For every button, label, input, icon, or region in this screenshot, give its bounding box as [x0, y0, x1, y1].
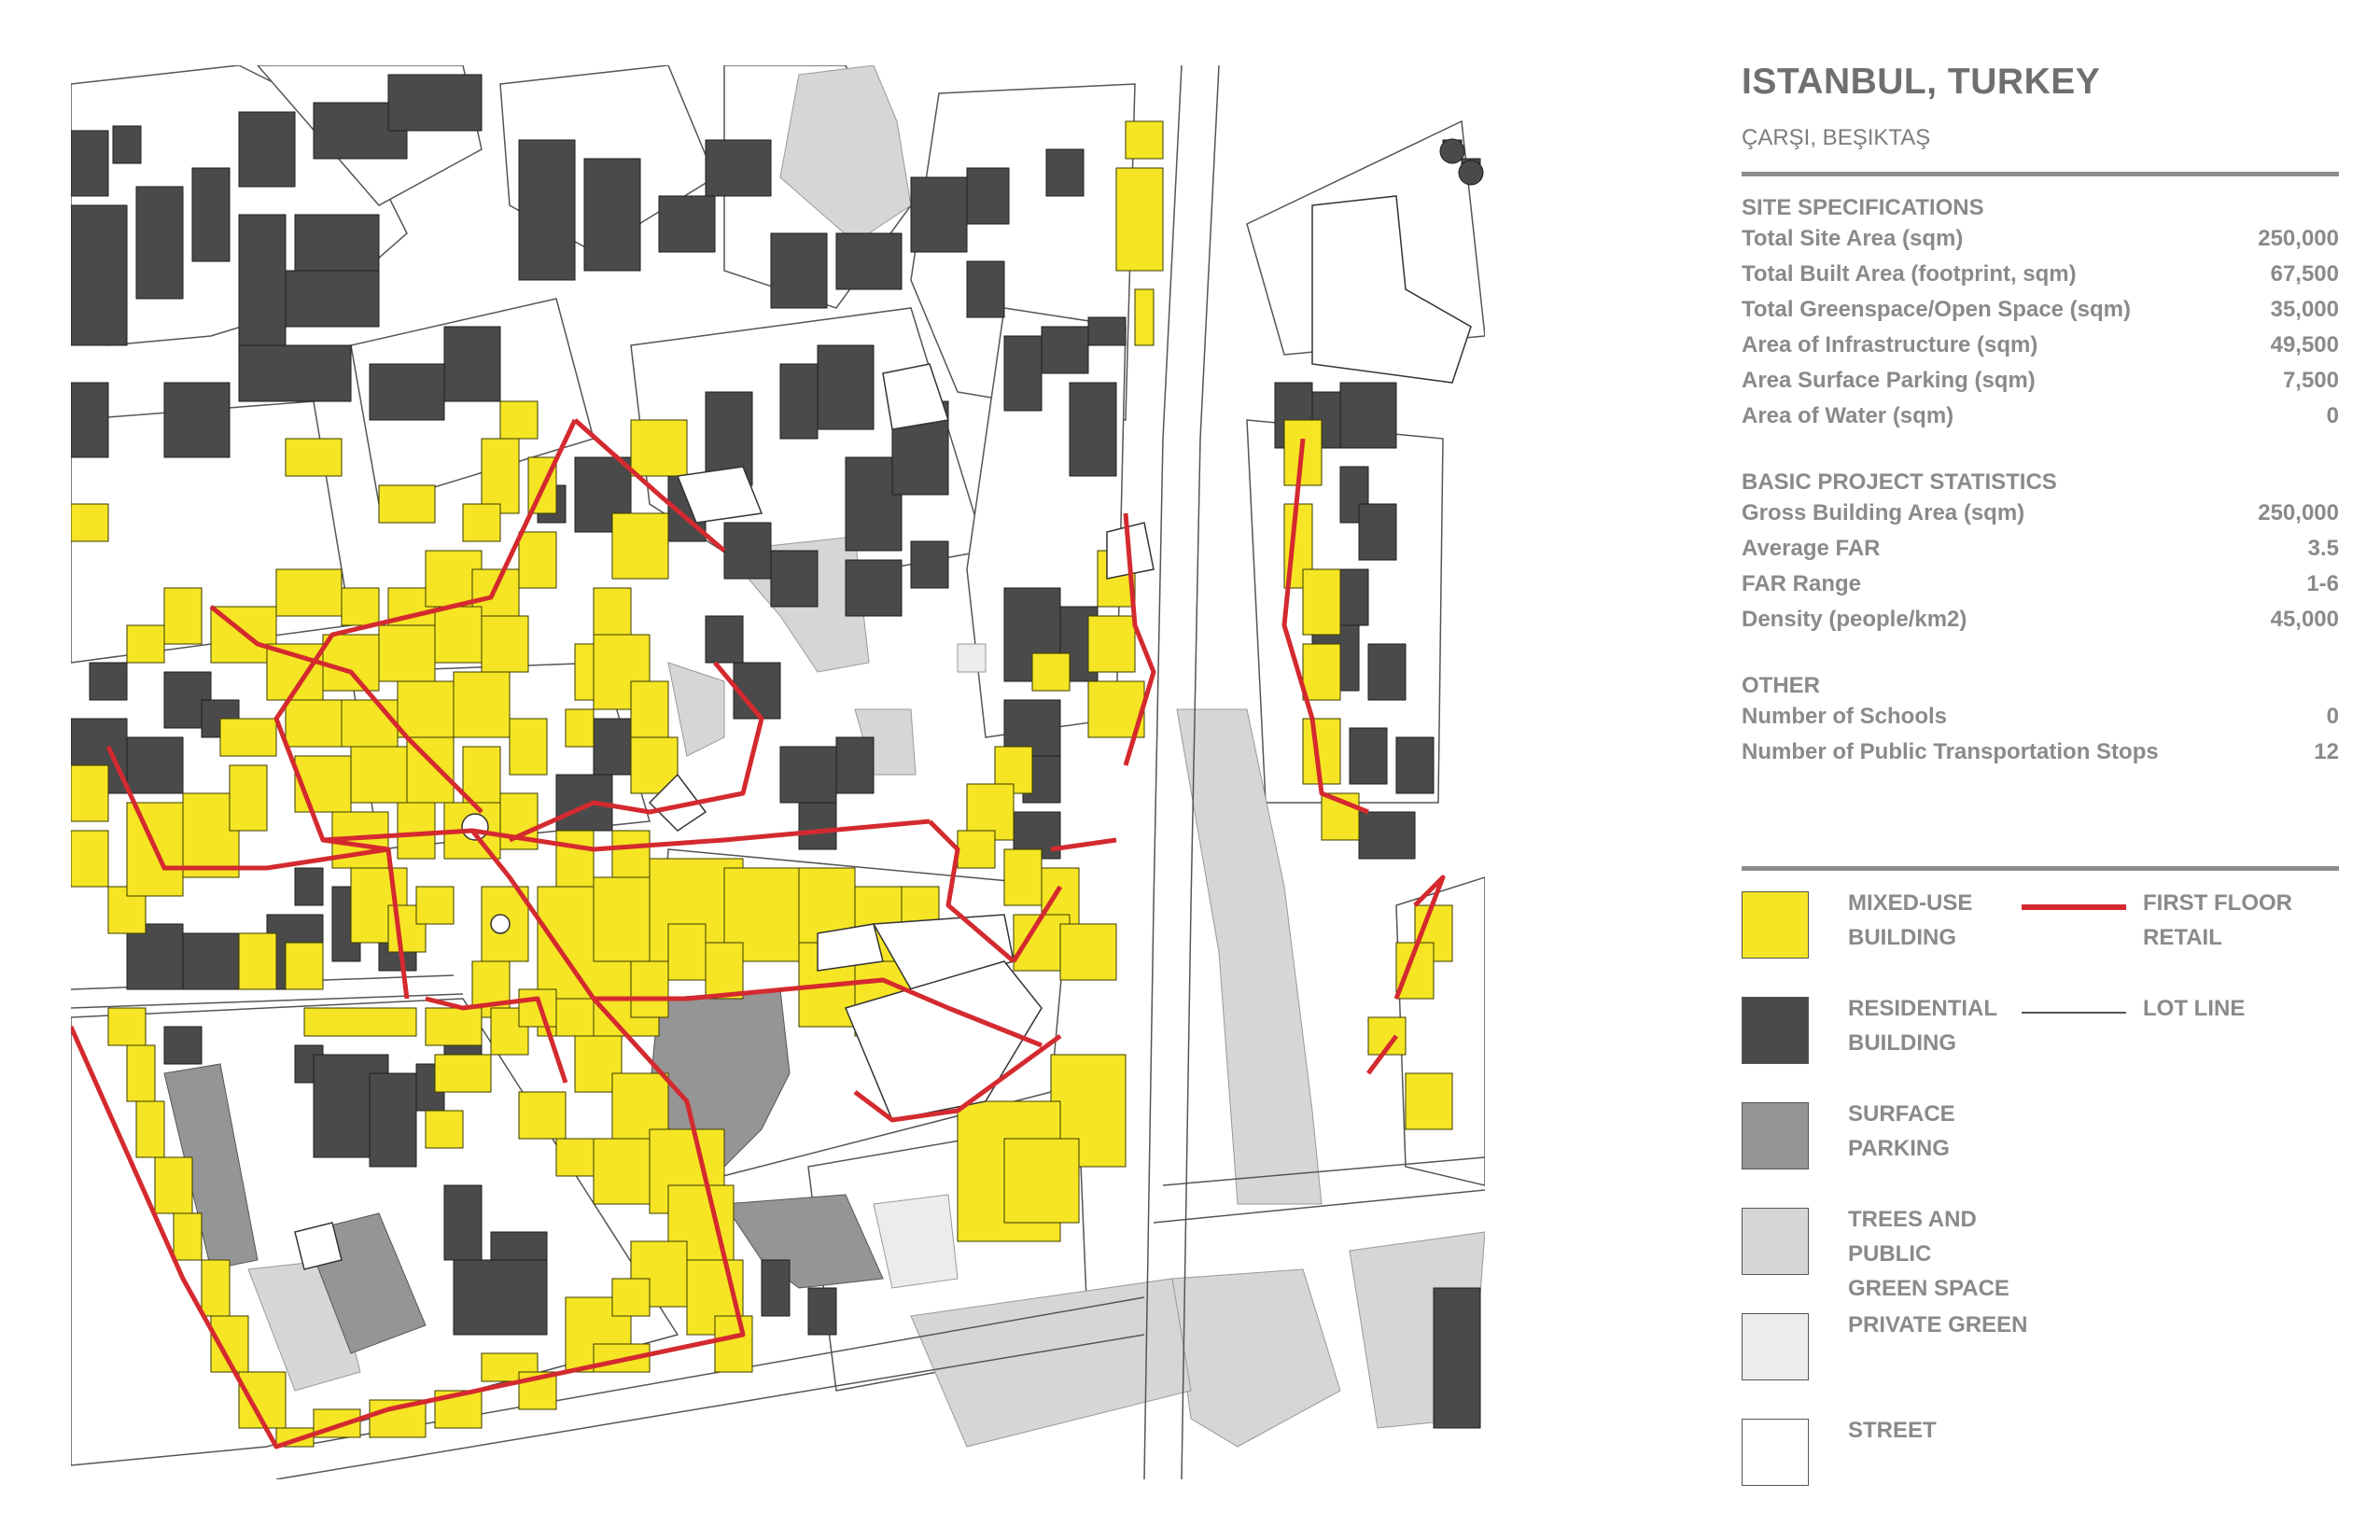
stat-label: Average FAR [1742, 536, 1881, 561]
legend-line: STREET [1848, 1418, 1937, 1443]
legend-line: TREES AND PUBLIC [1848, 1207, 1977, 1267]
other-heading: OTHER [1742, 673, 1820, 698]
legend-lot-line [2022, 997, 2245, 1026]
legend-first-floor-retail [2022, 891, 2292, 955]
stat-value: 12 [2314, 739, 2339, 764]
stat-value: 67,500 [2270, 261, 2339, 287]
page-title: ISTANBUL, TURKEY [1742, 62, 2101, 102]
stat-row [1742, 496, 2339, 531]
site-plan-drawing [71, 65, 1485, 1479]
stat-value: 250,000 [2258, 226, 2339, 251]
stat-row [1742, 221, 2339, 257]
legend-label [2143, 886, 2292, 955]
legend-label [1848, 1308, 2063, 1342]
street-swatch [1742, 1419, 1809, 1486]
page-subtitle: ÇARŞI, BEŞIKTAŞ [1742, 125, 1931, 150]
legend-line: BUILDING [1848, 925, 1956, 950]
stat-value: 1-6 [2306, 571, 2339, 596]
lot-line-key [2022, 1008, 2126, 1017]
stat-value: 3.5 [2307, 536, 2339, 561]
stat-value: 35,000 [2270, 297, 2339, 322]
private-green-swatch [1742, 1313, 1809, 1380]
stat-label: Total Site Area (sqm) [1742, 226, 1964, 251]
basic-project-statistics-table [1742, 496, 2339, 637]
map-legend [1742, 866, 2339, 1443]
info-panel [1742, 62, 2339, 770]
stat-row [1742, 363, 2339, 399]
stat-label: Number of Public Transportation Stops [1742, 739, 2159, 764]
stat-label: Total Greenspace/Open Space (sqm) [1742, 297, 2132, 322]
stat-label: Area of Infrastructure (sqm) [1742, 332, 2038, 357]
residential-swatch [1742, 997, 1809, 1064]
stat-label: Gross Building Area (sqm) [1742, 500, 2025, 525]
stat-value: 0 [2326, 704, 2339, 729]
stat-label: Area Surface Parking (sqm) [1742, 368, 2036, 393]
stat-value: 45,000 [2270, 607, 2339, 632]
legend-divider [1742, 866, 2339, 871]
legend-label [1848, 1413, 2063, 1448]
legend-label [1848, 1097, 2063, 1166]
stat-row [1742, 602, 2339, 637]
stat-label: Number of Schools [1742, 704, 1948, 729]
divider [1742, 172, 2339, 176]
legend-surface-parking [1742, 1102, 2063, 1169]
stat-value: 0 [2326, 403, 2339, 428]
stat-row [1742, 735, 2339, 770]
stat-label: Density (people/km2) [1742, 607, 1967, 632]
mixed-use-swatch [1742, 891, 1809, 959]
stat-label: Total Built Area (footprint, sqm) [1742, 261, 2077, 287]
stat-row [1742, 567, 2339, 602]
stat-value: 49,500 [2270, 332, 2339, 357]
legend-label [2143, 991, 2245, 1026]
legend-line: GREEN SPACE [1848, 1276, 2009, 1301]
kiosk-dot-2 [1459, 161, 1483, 185]
legend-line: BUILDING [1848, 1030, 1956, 1056]
surface-parking-swatch [1742, 1102, 1809, 1169]
legend-trees-green [1742, 1208, 2063, 1306]
stat-row [1742, 292, 2339, 328]
legend-line: LOT LINE [2143, 996, 2246, 1021]
legend-mixed-use [1742, 891, 2063, 959]
kiosk-dot-1 [1440, 139, 1464, 163]
stat-value: 7,500 [2282, 368, 2339, 393]
site-map [71, 65, 1485, 1479]
stat-label: Area of Water (sqm) [1742, 403, 1954, 428]
legend-private-green [1742, 1313, 2063, 1380]
stat-value: 250,000 [2258, 500, 2339, 525]
legend-line: MIXED-USE [1848, 890, 1973, 916]
site-specifications-heading: SITE SPECIFICATIONS [1742, 195, 1984, 220]
stat-label: FAR Range [1742, 571, 1862, 596]
legend-line: SURFACE PARKING [1848, 1101, 1955, 1161]
legend-residential [1742, 997, 2063, 1064]
legend-line: FIRST FLOOR [2143, 890, 2292, 916]
trees-green-swatch [1742, 1208, 1809, 1275]
site-specifications-table [1742, 221, 2339, 434]
legend-street [1742, 1419, 2063, 1486]
legend-line: PRIVATE GREEN [1848, 1312, 2028, 1337]
stat-row [1742, 699, 2339, 735]
legend-label [1848, 1202, 2063, 1306]
stat-row [1742, 531, 2339, 567]
stat-row [1742, 399, 2339, 434]
legend-line: RETAIL [2143, 925, 2222, 950]
stat-row [1742, 257, 2339, 292]
legend-line: RESIDENTIAL [1848, 996, 1998, 1021]
other-table [1742, 699, 2339, 770]
retail-line-key [2022, 903, 2126, 912]
stat-row [1742, 328, 2339, 363]
basic-project-statistics-heading: BASIC PROJECT STATISTICS [1742, 469, 2057, 495]
